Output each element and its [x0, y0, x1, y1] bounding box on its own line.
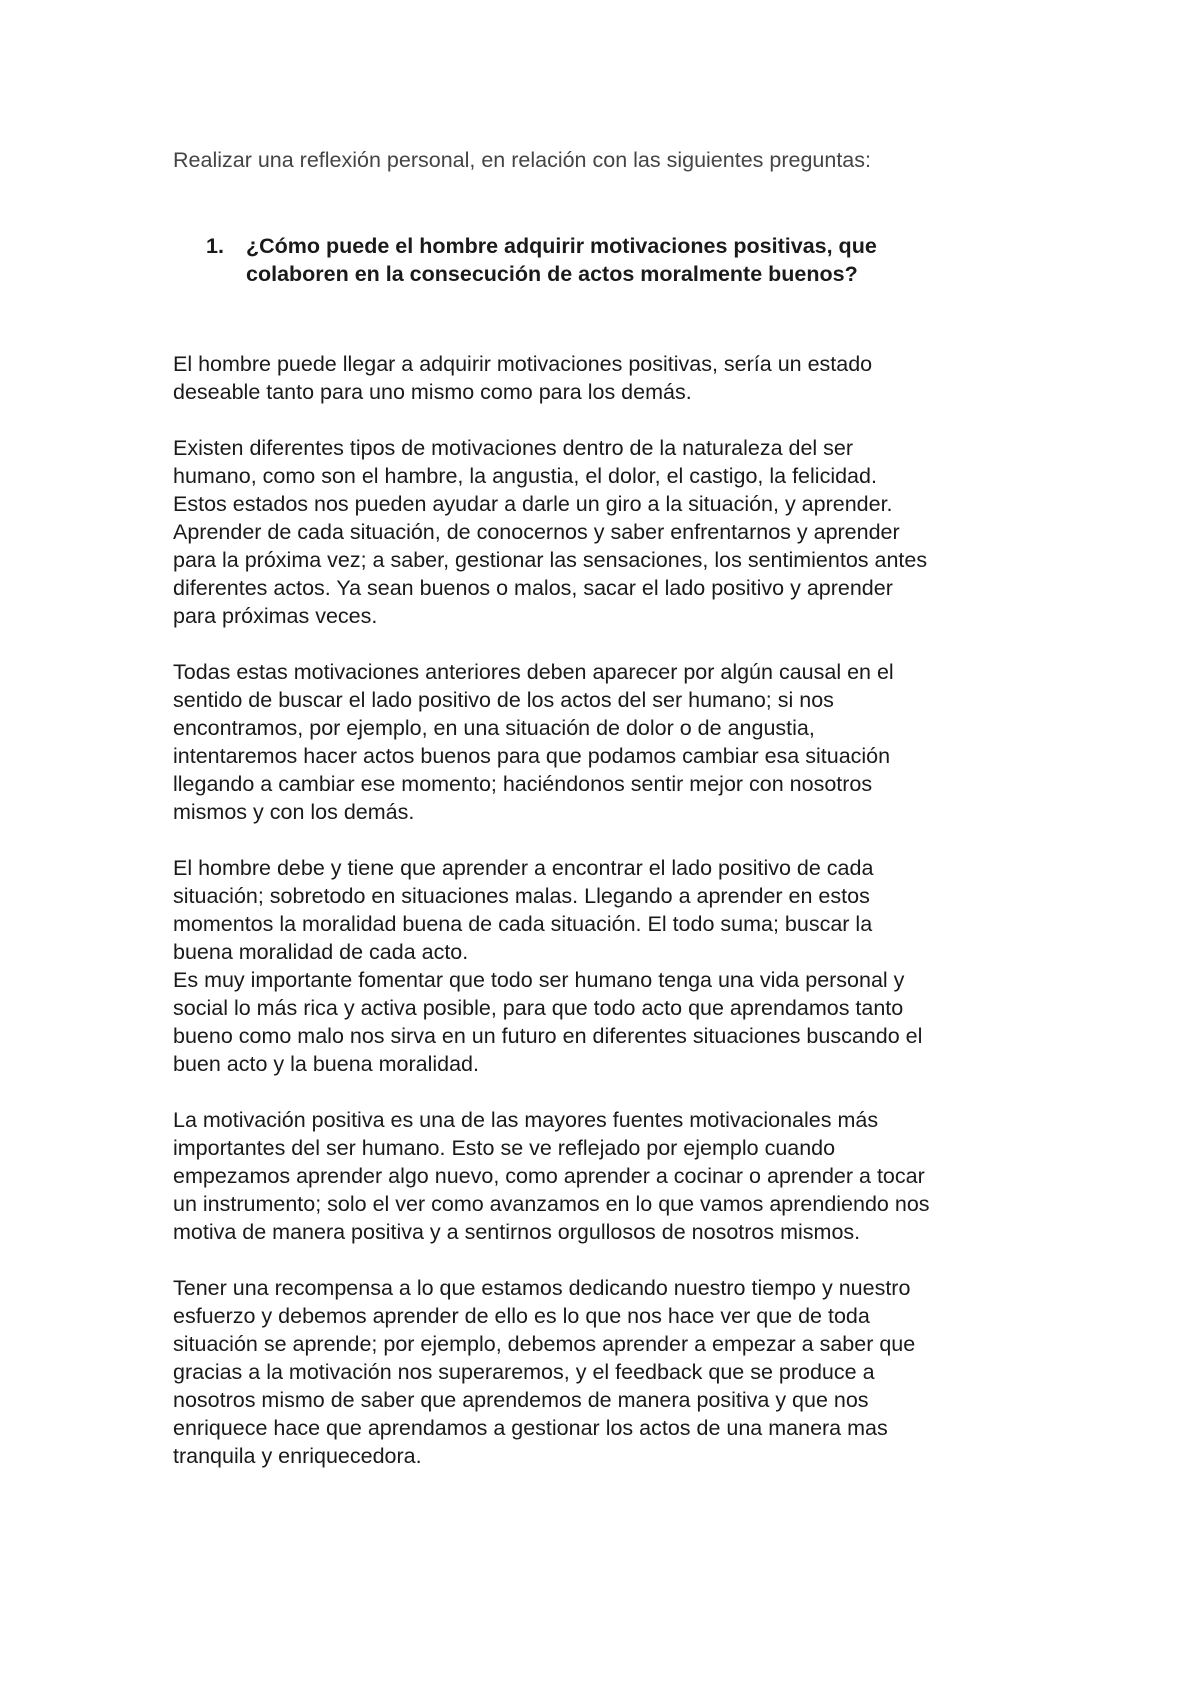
document-body — [173, 146, 1053, 1498]
paragraph: Tener una recompensa a lo que estamos dedicando nuestro tiempo y nuestro esfuerzo y debemos aprender de ello es lo que nos hace ver que de toda situación se aprende; por ejemplo, debemos aprender a empezar a saber que gracias a la motivación nos superaremos, y el feedback que se produce a nosotros mismo de saber que aprendemos de manera positiva y que nos enriquece hace que aprendamos a gestionar los actos de una manera mas tranquila y enriquecedora. — [173, 1276, 916, 1468]
intro-text: Realizar una reflexión personal, en relación con las siguientes preguntas: — [173, 148, 871, 172]
paragraph: Es muy importante fomentar que todo ser humano tenga una vida personal y social lo más rica y activa posible, para que todo acto que aprendamos tanto bueno como malo nos sirva en un futuro en diferentes situaciones buscando el buen acto y la buena moralidad. — [173, 968, 923, 1076]
question-number: 1. — [206, 234, 224, 258]
answer-paragraphs — [173, 350, 1053, 1470]
question-list — [173, 232, 1053, 288]
paragraph: El hombre debe y tiene que aprender a encontrar el lado positivo de cada situación; sobretodo en situaciones malas. Llegando a aprender en estos momentos la moralidad buena de cada situación. El todo suma; buscar la buena moralidad de cada acto. — [173, 856, 874, 964]
paragraph: Todas estas motivaciones anteriores deben aparecer por algún causal en el sentido de buscar el lado positivo de los actos del ser humano; si nos encontramos, por ejemplo, en una situación de dolor o de angustia, intentaremos hacer actos buenos para que podamos cambiar esa situación llegando a cambiar ese momento; haciéndonos sentir mejor con nosotros mismos y con los demás. — [173, 660, 894, 824]
paragraph: El hombre puede llegar a adquirir motivaciones positivas, sería un estado deseable tanto para uno mismo como para los demás. — [173, 352, 873, 404]
paragraph: Existen diferentes tipos de motivaciones dentro de la naturaleza del ser humano, como son el hambre, la angustia, el dolor, el castigo, la felicidad. Estos estados nos pueden ayudar a darle un giro a la situación, y aprender. Aprender de cada situación, de conocernos y saber enfrentarnos y aprender para la próxima vez; a saber, gestionar las sensaciones, los sentimientos antes diferentes actos. Ya sean buenos o malos, sacar el lado positivo y aprender para próximas veces. — [173, 436, 928, 628]
question-text: ¿Cómo puede el hombre adquirir motivaciones positivas, que colaboren en la consecución de actos moralmente buenos? — [246, 234, 877, 286]
question-item — [173, 232, 1053, 288]
paragraph: La motivación positiva es una de las mayores fuentes motivacionales más importantes del ser humano. Esto se ve reflejado por ejemplo cuando empezamos aprender algo nuevo, como aprender a cocinar o aprender a tocar un instrumento; solo el ver como avanzamos en lo que vamos aprendiendo nos motiva de manera positiva y a sentirnos orgullosos de nosotros mismos. — [173, 1108, 930, 1244]
